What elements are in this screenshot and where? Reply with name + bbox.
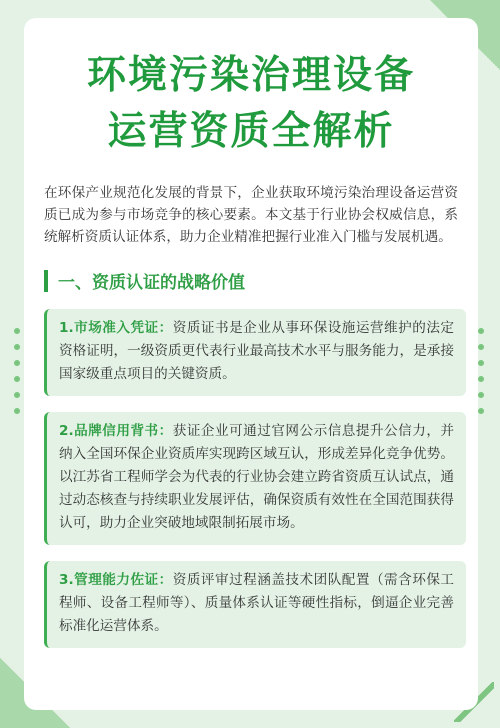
dot [14, 408, 20, 414]
dot-column-right [478, 328, 486, 414]
dot [478, 360, 484, 366]
content-card [24, 18, 478, 710]
section-accent-bar [44, 270, 48, 292]
dot [14, 328, 20, 334]
item-label: 3.管理能力佐证： [59, 572, 173, 588]
title-line-1: 环境污染治理设备 [86, 53, 415, 98]
item-text: 资质评审过程涵盖技术团队配置（需含环保工程师、设备工程师等）、质量体系认证等硬性指标，倒逼企业完善标准化运营体系。 [59, 572, 454, 634]
section-heading [44, 268, 478, 293]
dot [14, 344, 20, 350]
list-item-management-capability [44, 561, 466, 648]
list-item-brand-credit [44, 412, 466, 545]
item-text: 获证企业可通过官网公示信息提升公信力，并纳入全国环保企业资质库实现跨区域互认，形成差异化竞争优势。以江苏省工程师学会为代表的行业协会建立跨省资质互认试点，通过动态核查与持续职业发展评估，确保资质有效性在全国范围获得认可，助力企业突破地域限制拓展市场。 [59, 423, 454, 531]
dot [478, 408, 484, 414]
dot [478, 344, 484, 350]
item-label: 1.市场准入凭证： [59, 320, 173, 336]
page-title [24, 48, 478, 160]
title-line-2: 运营资质全解析 [107, 109, 395, 154]
section-title: 一、资质认证的战略价值 [58, 273, 245, 293]
list-item-market-access [44, 309, 466, 396]
item-text: 资质证书是企业从事环保设施运营维护的法定资格证明，一级资质更代表行业最高技术水平与服务能力，是承接国家级重点项目的关键资质。 [59, 320, 454, 382]
item-label: 2.品牌信用背书： [59, 423, 173, 439]
dot [478, 392, 484, 398]
dot [478, 376, 484, 382]
intro-paragraph: 在环保产业规范化发展的背景下，企业获取环境污染治理设备运营资质已成为参与市场竞争的核心要素。本文基于行业协会权威信息，系统解析资质认证体系，助力企业精准把握行业准入门槛与发展机遇。 [44, 185, 458, 245]
dot-column-left [14, 328, 22, 414]
dot [14, 360, 20, 366]
dot [14, 392, 20, 398]
dot [478, 328, 484, 334]
dot [14, 376, 20, 382]
